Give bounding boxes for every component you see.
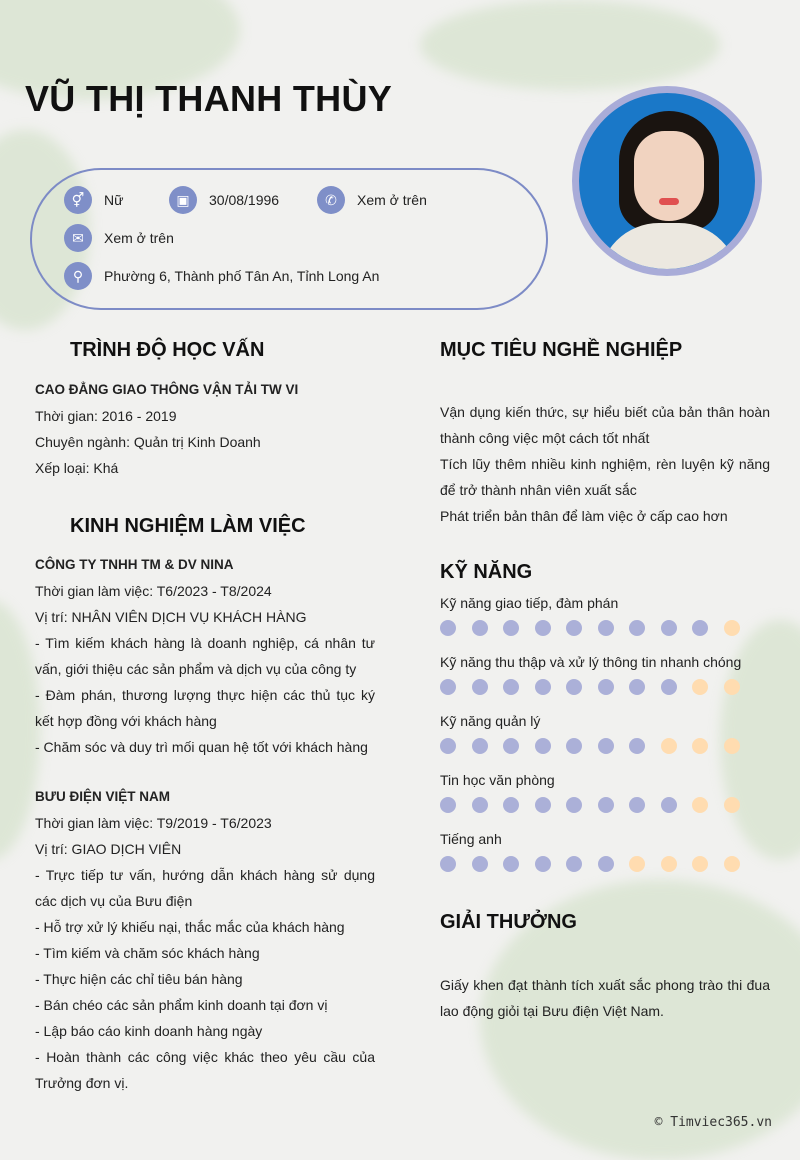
rating-dot-filled <box>535 679 551 695</box>
rating-dot-filled <box>629 797 645 813</box>
rating-dot-filled <box>503 738 519 754</box>
rating-dot-filled <box>535 797 551 813</box>
rating-dot-empty <box>661 738 677 754</box>
gender-row <box>64 186 123 214</box>
job-line: - Tìm kiếm khách hàng là doanh nghiệp, cá nhân tư vấn, giới thiệu các sản phẩm và dịch vụ của công ty <box>35 635 375 677</box>
rating-dot-filled <box>472 679 488 695</box>
rating-dot-filled <box>598 738 614 754</box>
skill-rating <box>440 738 760 754</box>
rating-dot-empty <box>692 797 708 813</box>
rating-dot-filled <box>661 620 677 636</box>
job-line: Thời gian làm việc: T9/2019 - T6/2023 <box>35 815 272 831</box>
skill-rating <box>440 856 760 872</box>
skill-label: Kỹ năng quản lý <box>440 713 541 729</box>
rating-dot-empty <box>692 679 708 695</box>
rating-dot-filled <box>472 856 488 872</box>
skills-heading: KỸ NĂNG <box>440 561 533 583</box>
email-row <box>64 224 174 252</box>
skill-item <box>440 590 760 649</box>
envelope-icon: ✉ <box>64 224 92 252</box>
rating-dot-filled <box>503 797 519 813</box>
school-name: CAO ĐẲNG GIAO THÔNG VẬN TẢI TW VI <box>35 382 299 397</box>
rating-dot-filled <box>598 797 614 813</box>
skills-list <box>440 590 760 885</box>
awards-section <box>440 972 770 1024</box>
job-line: - Chăm sóc và duy trì mối quan hệ tốt với khách hàng <box>35 739 368 755</box>
rating-dot-filled <box>503 856 519 872</box>
rating-dot-filled <box>566 679 582 695</box>
award-line: Giấy khen đạt thành tích xuất sắc phong trào thi đua lao động giỏi tại Bưu điện Việt Nam. <box>440 977 770 1019</box>
rating-dot-empty <box>724 620 740 636</box>
education-section <box>35 377 375 481</box>
company-name: CÔNG TY TNHH TM & DV NINA <box>35 557 234 572</box>
education-line: Xếp loại: Khá <box>35 460 119 476</box>
rating-dot-filled <box>440 620 456 636</box>
phone-value: Xem ở trên <box>357 192 427 208</box>
rating-dot-empty <box>724 679 740 695</box>
objective-line: Phát triển bản thân để làm việc ở cấp cao hơn <box>440 508 728 524</box>
rating-dot-filled <box>598 856 614 872</box>
job-line: - Thực hiện các chỉ tiêu bán hàng <box>35 971 243 987</box>
decor-leaf <box>0 600 40 860</box>
rating-dot-filled <box>472 620 488 636</box>
rating-dot-filled <box>440 738 456 754</box>
job-line: Vị trí: NHÂN VIÊN DỊCH VỤ KHÁCH HÀNG <box>35 609 307 625</box>
objective-line: Tích lũy thêm nhiều kinh nghiệm, rèn luyện kỹ năng để trở thành nhân viên xuất sắc <box>440 456 770 498</box>
company-name: BƯU ĐIỆN VIỆT NAM <box>35 789 170 804</box>
rating-dot-filled <box>598 679 614 695</box>
rating-dot-filled <box>472 738 488 754</box>
rating-dot-filled <box>629 620 645 636</box>
rating-dot-filled <box>598 620 614 636</box>
rating-dot-filled <box>629 679 645 695</box>
footer-watermark: © Timviec365.vn <box>654 1115 772 1130</box>
education-line: Chuyên ngành: Quản trị Kinh Doanh <box>35 434 261 450</box>
rating-dot-filled <box>535 620 551 636</box>
rating-dot-empty <box>629 856 645 872</box>
gender-value: Nữ <box>104 192 124 208</box>
birthday-value: 30/08/1996 <box>209 192 280 208</box>
rating-dot-filled <box>440 797 456 813</box>
job-line: - Trực tiếp tư vấn, hướng dẫn khách hàng sử dụng các dịch vụ của Bưu điện <box>35 867 375 909</box>
skill-rating <box>440 797 760 813</box>
experience-heading: KINH NGHIỆM LÀM VIỆC <box>70 515 306 537</box>
phone-row <box>317 186 427 214</box>
decor-leaf <box>420 0 720 90</box>
rating-dot-filled <box>661 679 677 695</box>
job-line: Vị trí: GIAO DỊCH VIÊN <box>35 841 182 857</box>
rating-dot-filled <box>566 620 582 636</box>
rating-dot-filled <box>440 679 456 695</box>
calendar-icon: ▣ <box>169 186 197 214</box>
job-line: - Tìm kiếm và chăm sóc khách hàng <box>35 945 260 961</box>
profile-photo <box>572 86 762 276</box>
skill-rating <box>440 620 760 636</box>
gender-icon: ⚥ <box>64 186 92 214</box>
rating-dot-filled <box>692 620 708 636</box>
birthday-row <box>169 186 279 214</box>
email-value: Xem ở trên <box>104 230 174 246</box>
rating-dot-empty <box>724 797 740 813</box>
rating-dot-filled <box>440 856 456 872</box>
rating-dot-filled <box>503 620 519 636</box>
rating-dot-empty <box>661 856 677 872</box>
rating-dot-filled <box>503 679 519 695</box>
address-row <box>64 262 379 290</box>
rating-dot-empty <box>724 856 740 872</box>
skill-item <box>440 826 760 885</box>
address-value: Phường 6, Thành phố Tân An, Tỉnh Long An <box>104 268 380 284</box>
rating-dot-filled <box>566 797 582 813</box>
job-line: Thời gian làm việc: T6/2023 - T8/2024 <box>35 583 272 599</box>
rating-dot-filled <box>566 738 582 754</box>
objective-section <box>440 399 770 529</box>
job-line: - Lập báo cáo kinh doanh hàng ngày <box>35 1023 263 1039</box>
job-line: - Bán chéo các sản phẩm kinh doanh tại đơn vị <box>35 997 328 1013</box>
skill-rating <box>440 679 760 695</box>
objective-heading: MỤC TIÊU NGHỀ NGHIỆP <box>440 339 683 361</box>
rating-dot-filled <box>661 797 677 813</box>
rating-dot-empty <box>692 738 708 754</box>
experience-section <box>35 552 375 1096</box>
rating-dot-filled <box>535 856 551 872</box>
skill-label: Tiếng anh <box>440 831 502 847</box>
objective-line: Vận dụng kiến thức, sự hiểu biết của bản thân hoàn thành công việc một cách tốt nhất <box>440 404 770 446</box>
skill-label: Kỹ năng thu thập và xử lý thông tin nhanh chóng <box>440 654 742 670</box>
job-line: - Hỗ trợ xử lý khiếu nại, thắc mắc của khách hàng <box>35 919 345 935</box>
awards-heading: GIẢI THƯỞNG <box>440 911 577 933</box>
skill-item <box>440 708 760 767</box>
candidate-name: VŨ THỊ THANH THÙY <box>25 78 393 119</box>
skill-label: Tin học văn phòng <box>440 772 555 788</box>
rating-dot-filled <box>629 738 645 754</box>
skill-item <box>440 649 760 708</box>
education-line: Thời gian: 2016 - 2019 <box>35 408 177 424</box>
phone-icon: ✆ <box>317 186 345 214</box>
skill-item <box>440 767 760 826</box>
rating-dot-empty <box>692 856 708 872</box>
rating-dot-empty <box>724 738 740 754</box>
location-pin-icon: ⚲ <box>64 262 92 290</box>
skill-label: Kỹ năng giao tiếp, đàm phán <box>440 595 619 611</box>
rating-dot-filled <box>472 797 488 813</box>
education-heading: TRÌNH ĐỘ HỌC VẤN <box>70 339 265 361</box>
rating-dot-filled <box>535 738 551 754</box>
job-line: - Đàm phán, thương lượng thực hiện các thủ tục ký kết hợp đồng với khách hàng <box>35 687 375 729</box>
rating-dot-filled <box>566 856 582 872</box>
job-line: - Hoàn thành các công việc khác theo yêu cầu của Trưởng đơn vị. <box>35 1049 375 1091</box>
